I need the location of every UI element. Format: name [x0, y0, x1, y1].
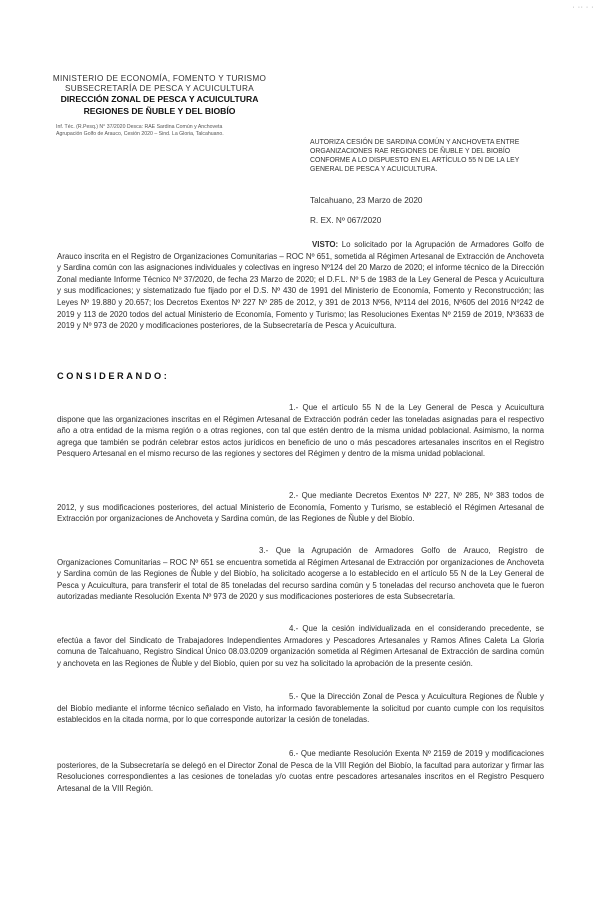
- regiones-name: REGIONES DE ÑUBLE Y DEL BIOBÍO: [83, 106, 236, 116]
- reference-line-2: Agrupación Golfo de Arauco, Cesión 2020 – Sind. La Gloria, Talcahuano.: [56, 131, 224, 137]
- ministry-name: MINISTERIO DE ECONOMÍA, FOMENTO Y TURISMO: [52, 74, 267, 83]
- corner-mark: · ·· · ·: [572, 4, 594, 11]
- visto-lead: VISTO:: [312, 240, 339, 249]
- considerando-text: 4.- Que la cesión individualizada en el considerando precedente, se efectúa a favor del Sindicato de Trabajadores Independientes Armadores y Pescadores Artesanales y Ramos Afines Caleta La Gloria comuna de Talcahuano, Registro Sindical Único 08.03.0209 organización sometida al Régimen Artesanal de Extracción de sardina común y anchoveta en las Regiones de Ñuble y del Biobío, quien por su vez ha solicitado la aprobación de la presente cesión.: [57, 624, 544, 668]
- visto-text: Lo solicitado por la Agrupación de Armadores Golfo de Arauco inscrita en el Registro de Organizaciones Comunitarias – ROC Nº 651, sometida al Régimen Artesanal de Extracción de Anchoveta y Sardina común con las asignaciones individuales y colectivas en ingreso Nº124 del 20 Marzo de 2020; el informe técnico de la Dirección Zonal mediante Informe Técnico Nº 37/2020, de fecha 23 Marzo de 2020; el D.F.L. Nº 5 de 1983 de la Ley General de Pesca y Acuicultura y sus modificaciones; y sistematizado fue fijado por el D.S. Nº 430 de 1991 del Ministerio de Economía, Fomento y Reconstrucción; las Leyes Nº 19.880 y 20.657; los Decretos Exentos Nº 227 Nº 285 de 2012, y 391 de 2013 Nº56, Nº114 del 2016, Nº605 del 2016 Nº242 de 2019 y 113 de 2020 todos del actual Ministerio de Economía, Fomento y Turismo; las Resoluciones Exentas Nº 2159 de 2019, Nº3633 de 2019 y Nº 973 de 2020 y modificaciones posteriores, de la Subsecretaría de Pesca y Acuicultura.: [57, 240, 544, 331]
- letterhead: [52, 74, 267, 117]
- considerando-text: 2.- Que mediante Decretos Exentos Nº 227, Nº 285, Nº 383 todos de 2012, y sus modificaciones posteriores, del actual Ministerio de Economía, Fomento y Turismo, se estableció el Régimen Artesanal de Extracción por organizaciones de Anchoveta y Sardina común, de las Regiones de Ñuble y del Biobío.: [57, 491, 544, 524]
- direccion-zonal-name: DIRECCIÓN ZONAL DE PESCA Y ACUICULTURA: [60, 94, 259, 104]
- resolution-number: R. EX. Nº 067/2020: [310, 216, 382, 225]
- document-date: Talcahuano, 23 Marzo de 2020: [310, 196, 423, 205]
- considerando-paragraph: [57, 402, 544, 460]
- considerando-text: 3.- Que la Agrupación de Armadores Golfo de Arauco, Registro de Organizaciones Comunitarias – ROC Nº 651 se encuentra sometida al Régimen Artesanal de Extracción por organizaciones de Anchoveta y Sardina común de las Regiones de Ñuble y del Biobío, ha solicitado acogerse a lo establecido en el artículo 55 N de la Ley General de Pesca y Acuicultura, para transferir el total de 85 toneladas del recurso sardina común y 5 toneladas del recurso anchoveta que le fueron autorizadas mediante Resolución Exenta Nº 973 de 2020 y sus modificaciones posteriores de esta Subsecretaría.: [57, 546, 544, 602]
- considerando-text: 6.- Que mediante Resolución Exenta Nº 2159 de 2019 y modificaciones posteriores, de la Subsecretaría se delegó en el Director Zonal de Pesca de la VIII Región del Biobío, la facultad para autorizar y firmar las Resoluciones correspondientes a las cesiones de toneladas y/o cuotas entre pescadores artesanales inscritos en el Registro Pesquero Artesanal de la VIII Región.: [57, 749, 544, 793]
- considerando-text: 1.- Que el artículo 55 N de la Ley General de Pesca y Acuicultura dispone que las organizaciones inscritas en el Régimen Artesanal de Extracción podrán ceder las toneladas asignadas para el respectivo año a otra entidad de la misma región o a otras regiones, con tal que estén dentro de la misma unidad poblacional. Asimismo, la norma agrega que también se podrán celebrar estos actos jurídicos en beneficio de uno o más pescadores artesanales inscritos en el Registro Pesquero Artesanal en el mismo recurso de las regiones y sectores del Régimen y dentro de la misma unidad poblacional.: [57, 403, 544, 459]
- considerando-paragraph: [57, 490, 544, 525]
- considerando-heading: CONSIDERANDO:: [57, 371, 170, 381]
- considerando-paragraph: [57, 623, 544, 669]
- considerando-text: 5.- Que la Dirección Zonal de Pesca y Acuicultura Regiones de Ñuble y del Biobío mediante el informe técnico señalado en Visto, ha informado favorablemente la solicitud por cuanto cumple con los requisitos establecidos en la citada norma, por lo que corresponde autorizar la cesión de toneladas.: [57, 692, 544, 725]
- reference-line-1: Inf. Téc. (R.Pesq.) N° 37/2020 Desca: RAE Sardina Común y Anchoveta: [56, 124, 223, 130]
- considerando-paragraph: [57, 691, 544, 726]
- subject-block: AUTORIZA CESIÓN DE SARDINA COMÚN Y ANCHOVETA ENTRE ORGANIZACIONES RAE REGIONES DE ÑUBLE Y DEL BIOBÍO CONFORME A LO DISPUESTO EN EL ARTÍCULO 55 N DE LA LEY GENERAL DE PESCA Y ACUICULTURA.: [310, 139, 520, 173]
- considerando-paragraph: [57, 545, 544, 603]
- subsecretaria-name: SUBSECRETARÍA DE PESCA Y ACUICULTURA: [64, 84, 254, 93]
- considerando-paragraph: [57, 748, 544, 794]
- visto-paragraph: [57, 239, 544, 332]
